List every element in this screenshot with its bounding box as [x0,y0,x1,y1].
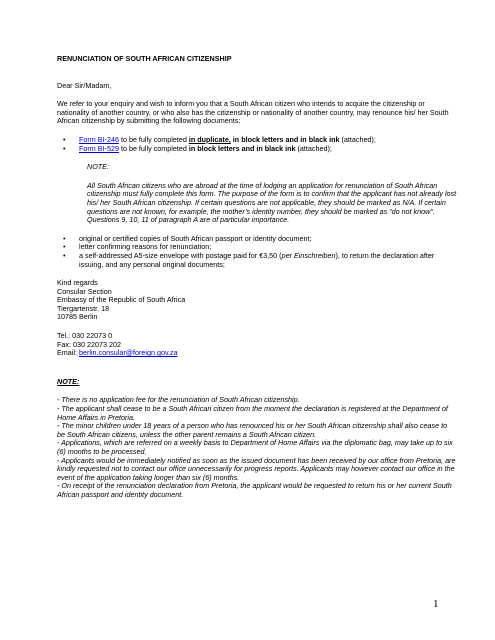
form-emphasis: in block letters and in black ink [230,134,340,144]
section-name: Consular Section [57,286,112,296]
note-item: - The applicant shall cease to be a South African citizen from the moment the declaration is registered at the Department of Home Affairs in Pretoria. [57,404,448,422]
form-emphasis: in block letters and in black ink [188,143,296,153]
note-item: - On receipt of the renunciation declaration from Pretoria, the applicant would be requested to return his or her current South African passport and identity document. [57,481,452,499]
item-text: ), to return the declaration after issuing, and any personal original documents; [79,250,435,269]
regards: Kind regards [57,278,98,288]
forms-list [57,136,457,153]
email-link[interactable]: berlin.consular@foreign.gov.za [78,348,178,358]
form-text: (attached); [295,143,332,153]
form-bi-529-link[interactable]: Form BI-529 [79,143,119,153]
page-number: 1 [433,598,439,610]
document-title: RENUNCIATION OF SOUTH AFRICAN CITIZENSHIP [57,54,232,63]
item-text: a self-addressed A5-size envelope with postage paid for €3,50 ( [79,250,282,260]
city-address: 10785 Berlin [57,312,98,322]
final-note-label: NOTE: [57,376,80,386]
form-emphasis: in duplicate, [188,134,231,144]
email-label: Email: [57,348,79,358]
note-item: - There is no application fee for the renunciation of South African citizenship. [57,395,300,405]
form-bi-246-link[interactable]: Form BI-246 [79,134,119,144]
street-address: Tiergartenstr. 18 [57,303,110,313]
form-text: (attached); [339,134,376,144]
list-item [57,145,457,154]
embassy-name: Embassy of the Republic of South Africa [57,295,186,305]
document-page [57,55,457,500]
note-label: NOTE: [87,162,109,172]
intro-paragraph: We refer to your enquiry and wish to inform you that a South African citizen who intends to acquire the citizenship or nationality of another country, or who also has the citizenship or nationality of another country, may renounce his/ her South African citizenship by submitting the following documents: [57,99,449,126]
note-item: - Applicants would be immediately notified as soon as the issued document has been received by our office from Pretoria, are kindly requested not to contact our office unnecessarily for progress reports. Applicants may however contact our office in the event of the application taking longer than six (6) months. [57,455,456,482]
salutation: Dear Sir/Madam, [57,80,112,90]
list-item: • letter confirming reasons for renunciation; [57,243,457,252]
telephone: Tel.: 030 22073 0 [57,331,113,341]
form-text: to be fully completed [118,143,189,153]
requirements-list [57,235,457,269]
note-text: All South African citizens who are abroad at the time of lodging an application for renunciation of South African citizenship must fully complete this form. The purpose of the form is to confirm that the applicant has not already lost his/ her South African citizenship. If certain questions are not applicable, they should be marked as N/A. If certain questions are not known, for example, the mother’s identity number, they should be marked as “do not know”. Questions 9, 10, 11 of paragraph A are of particular importance. [87,180,457,225]
fax: Fax: 030 22073 202 [57,339,121,349]
note-item: - The minor children under 18 years of a person who has renounced his or her South African citizenship shall also cease to be South African citizens, unless the other parent remains a South African citizen. [57,421,448,439]
email-line [57,349,457,358]
list-item: • original or certified copies of South African passport or identity document; [57,235,457,244]
item-italic: per Einschreiben [281,250,336,260]
note-item: - Applications, which are referred on a weekly basis to Department of Home Affairs via the diplomatic bag, may take up to six (6) months to be processed. [57,438,453,456]
final-notes [57,396,457,499]
form-text: to be fully completed [118,134,189,144]
closing-block [57,279,457,358]
list-item [57,252,457,269]
